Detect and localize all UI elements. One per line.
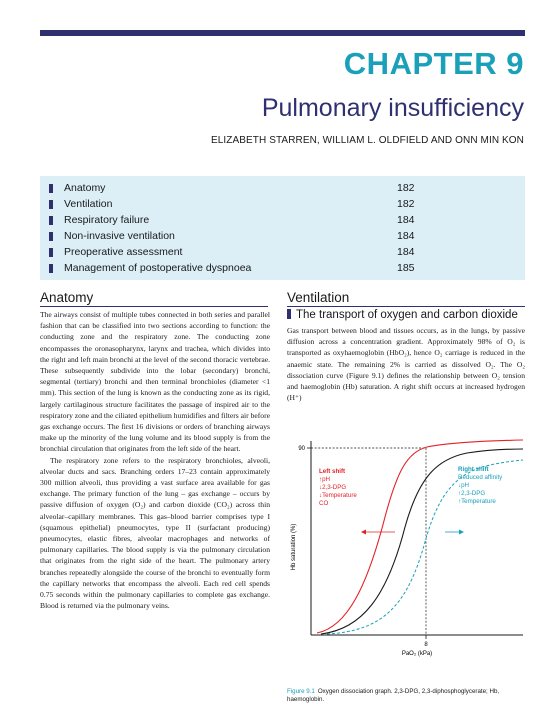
toc-item-page: 184 (397, 214, 415, 226)
left-shift-item: ↓Temperature (319, 492, 357, 499)
toc-item[interactable] (40, 180, 525, 196)
x-axis-label: PaO₂ (kPa) (401, 651, 433, 657)
y-tick-label: 90 (298, 446, 305, 452)
paragraph: Gas transport between blood and tissues occurs, as in the lungs, by passive diffusion across a concentration gradient. Approximately 98% of O₂ is transported as oxyhaemoglobin (HbO₂), hence O₂ carriage is reduced in the anaemic state. The remaining 2% is carried as dissolved O₂. The O₂ dissociation curve (Figure 9.1) defines the relationship between O₂ tension and haemoglobin (Hb) saturation. A right shift occurs at increased hydrogen (H⁺) (287, 326, 525, 403)
right-shift-curve (327, 460, 523, 634)
toc-item[interactable] (40, 260, 525, 276)
figure-caption (287, 688, 525, 704)
left-shift-item: CO (319, 500, 329, 507)
oxygen-dissociation-graph (287, 437, 525, 687)
chapter-label: CHAPTER 9 (343, 46, 524, 81)
bullet-icon (49, 200, 53, 209)
right-arrowhead-icon (459, 530, 464, 535)
table-of-contents (40, 176, 525, 280)
toc-item-page: 184 (397, 246, 415, 258)
left-arrowhead-icon (361, 530, 366, 535)
toc-item-label: Anatomy (64, 182, 106, 194)
ventilation-body (287, 325, 525, 403)
bullet-icon (49, 216, 53, 225)
chapter-title: Pulmonary insufficiency (261, 94, 524, 122)
bullet-icon (49, 248, 53, 257)
left-shift-labels (319, 468, 359, 507)
y-axis-label: Hb saturation (%) (291, 523, 297, 571)
subheading (287, 309, 518, 321)
paragraph: The airways consist of multiple tubes connected in both series and parallel fashion that can be classified into two sections according to function: the conducting zone and the respiratory zone. The conducting zone encompasses the oronasopharynx, larynx and trachea, which divides into the right and left main bronchi at the level of the second thoracic vertebrae. These subsequently subdivide into the lobar (secondary) bronchi, segmental (tertiary) bronchi and then terminal bronchioles (diameter <1 mm). This section of the lung is known as the conducting zone as its rigid, largely cartilaginous structure facilitates the passage of inspired air to the respiratory zone and the ciliated epithelium humidifies and filters air before gas exchange occurs. The first 16 divisions or orders of branching airways make up the minority of the lung volume and its blood supply is from the bronchial circulation that originates from the left side of the heart. (40, 310, 270, 454)
caption-text: Oxygen dissociation graph. 2,3-DPG, 2,3-diphosphoglycerate; Hb, haemoglobin. (287, 688, 500, 703)
bullet-icon (49, 264, 53, 273)
section-heading-anatomy: Anatomy (40, 290, 268, 307)
left-shift-title: Left shift (319, 468, 346, 475)
paragraph: The respiratory zone refers to the respiratory bronchioles, alveoli, alveolar ducts and sacs. Branching orders 17–23 contain approximately 300 million alveoli, thus providing a vast surface area available for gas exchange. The primary function of the lung – gas exchange – occurs by passive diffusion of oxygen (O₂) and carbon dioxide (CO₂) across thin alveolar–capillary membranes. This gas–blood barrier comprises type I (squamous epithelial) pneumocytes, type II (surfactant producing) pneumocytes, elastic fibres, alveolar macrophages and networks of pulmonary capillaries. The blood supply is via the pulmonary circulation that originates from the right side of the heart. The pulmonary artery branches repeatedly alongside the course of the bronchi to eventually form the capillary networks that encompass the alveoli. Each red cell spends 0.75 seconds within the pulmonary capillaries to complete gas exchange. Blood is returned via the pulmonary veins. (40, 455, 270, 611)
oxygen-dissociation-figure (287, 437, 525, 687)
toc-item-page: 184 (397, 230, 415, 242)
right-shift-title: Right shift (458, 466, 489, 473)
top-rule (40, 30, 525, 36)
right-shift-item: ↓pH (458, 482, 470, 489)
toc-item-page: 182 (397, 198, 415, 210)
left-shift-item: ↑pH (319, 476, 331, 483)
left-shift-item: ↓2,3-DPG (319, 484, 347, 491)
toc-item-label: Non-invasive ventilation (64, 230, 175, 242)
x-tick-label: 8 (424, 642, 428, 648)
figure-number: Figure 9.1 (287, 688, 315, 695)
toc-item[interactable] (40, 244, 525, 260)
right-shift-labels (458, 466, 504, 505)
toc-item-label: Preoperative assessment (64, 246, 183, 258)
toc-item-label: Management of postoperative dyspnoea (64, 262, 252, 274)
toc-item[interactable] (40, 212, 525, 228)
bullet-icon (49, 184, 53, 193)
toc-item[interactable] (40, 228, 525, 244)
toc-item-label: Ventilation (64, 198, 113, 210)
left-shift-curve (317, 440, 523, 633)
anatomy-body (40, 309, 270, 611)
toc-item[interactable] (40, 196, 525, 212)
toc-item-label: Respiratory failure (64, 214, 150, 226)
toc-item-page: 185 (397, 262, 415, 274)
right-shift-item: ↑2,3-DPG (458, 490, 486, 497)
subheading-text: The transport of oxygen and carbon dioxide (296, 309, 518, 321)
chapter-authors: ELIZABETH STARREN, WILLIAM L. OLDFIELD AND ONN MIN KON (210, 135, 524, 146)
right-shift-item: ↑Temperature (458, 498, 496, 505)
right-shift-item: Reduced affinity (458, 474, 503, 481)
bullet-icon (287, 309, 291, 319)
bullet-icon (49, 232, 53, 241)
toc-item-page: 182 (397, 182, 415, 194)
section-heading-ventilation: Ventilation (287, 290, 525, 307)
